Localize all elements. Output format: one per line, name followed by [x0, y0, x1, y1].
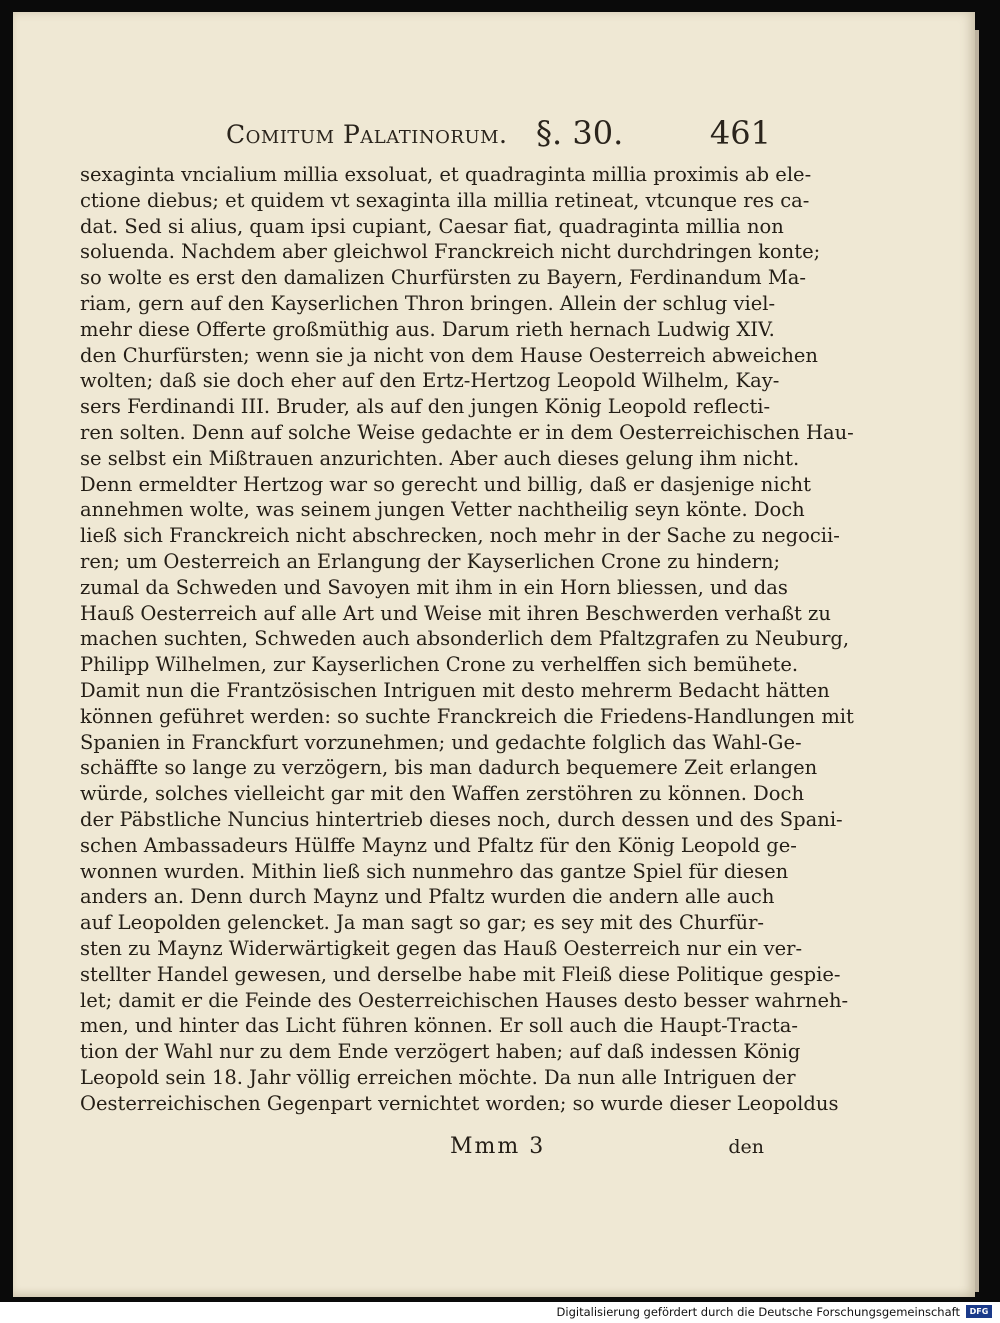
text-line: let; damit er die Feinde des Oesterreichischen Hauses desto besser wahrneh-	[80, 988, 849, 1012]
text-line: wolten; daß sie doch eher auf den Ertz-Hertzog Leopold Wilhelm, Kay-	[80, 369, 780, 393]
text-line: schäffte so lange zu verzögern, bis man dadurch bequemere Zeit erlangen	[80, 756, 818, 780]
page-number: 461	[709, 114, 771, 152]
text-line: zumal da Schweden und Savoyen mit ihm in ein Horn bliessen, und das	[80, 575, 788, 599]
text-line: ren solten. Denn auf solche Weise gedachte er in dem Oesterreichischen Hau-	[80, 420, 854, 444]
text-line: stellter Handel gewesen, und derselbe habe mit Fleiß diese Politique gespie-	[80, 962, 841, 986]
credit-bar	[0, 1302, 1000, 1323]
running-title: Comitum Palatinorum.	[226, 120, 508, 149]
page-edge	[975, 30, 979, 1292]
text-line: Spanien in Franckfurt vorzunehmen; und gedachte folglich das Wahl-Ge-	[80, 730, 802, 754]
catchword: den	[728, 1136, 764, 1158]
text-line: men, und hinter das Licht führen können. Er soll auch die Haupt-Tracta-	[80, 1014, 798, 1038]
text-line: riam, gern auf den Kayserlichen Thron bringen. Allein der schlug viel-	[80, 291, 776, 315]
text-line: schen Ambassadeurs Hülffe Maynz und Pfaltz für den König Leopold ge-	[80, 833, 797, 857]
text-line: ctione diebus; et quidem vt sexaginta illa millia retineat, vtcunque res ca-	[80, 188, 810, 212]
text-line: Denn ermeldter Hertzog war so gerecht und billig, daß er dasjenige nicht	[80, 472, 811, 496]
text-line: tion der Wahl nur zu dem Ende verzögert haben; auf daß indessen König	[80, 1040, 801, 1064]
text-line: können geführet werden: so suchte Franckreich die Friedens-Handlungen mit	[80, 704, 854, 728]
text-line: machen suchten, Schweden auch absonderlich dem Pfaltzgrafen zu Neuburg,	[80, 627, 850, 651]
text-line: soluenda. Nachdem aber gleichwol Franckreich nicht durchdringen konte;	[80, 240, 821, 264]
text-line: wonnen wurden. Mithin ließ sich nunmehro das gantze Spiel für diesen	[80, 859, 789, 883]
text-line: so wolte es erst den damalizen Churfürsten zu Bayern, Ferdinandum Ma-	[80, 266, 807, 290]
text-line: ließ sich Franckreich nicht abschrecken, noch mehr in der Sache zu negocii-	[80, 524, 840, 548]
text-line: auf Leopolden gelencket. Ja man sagt so gar; es sey mit des Churfür-	[80, 911, 764, 935]
text-line: den Churfürsten; wenn sie ja nicht von dem Hause Oesterreich abweichen	[80, 343, 818, 367]
text-line: anders an. Denn durch Maynz und Pfaltz wurden die andern alle auch	[80, 885, 775, 909]
text-line: Oesterreichischen Gegenpart vernichtet worden; so wurde dieser Leopoldus	[80, 1091, 839, 1115]
text-line: Leopold sein 18. Jahr völlig erreichen möchte. Da nun alle Intriguen der	[80, 1065, 796, 1089]
signature-mark: Mmm 3	[450, 1134, 546, 1159]
body-text	[80, 162, 854, 1116]
page-footer	[80, 1130, 764, 1166]
section-number: §. 30.	[536, 114, 624, 152]
digitization-credit: Digitalisierung gefördert durch die Deutsche Forschungsgemeinschaft	[556, 1305, 960, 1319]
text-line: würde, solches vielleicht gar mit den Waffen zerstöhren zu können. Doch	[80, 782, 805, 806]
text-line: Hauß Oesterreich auf alle Art und Weise mit ihren Beschwerden verhaßt zu	[80, 601, 831, 625]
text-line: Damit nun die Frantzösischen Intriguen mit desto mehrerm Bedacht hätten	[80, 678, 830, 702]
text-line: sers Ferdinandi III. Bruder, als auf den jungen König Leopold reflecti-	[80, 395, 771, 419]
dfg-logo[interactable]: DFG	[966, 1305, 992, 1318]
text-line: se selbst ein Mißtrauen anzurichten. Aber auch dieses gelung ihm nicht.	[80, 446, 800, 470]
page-header	[226, 110, 771, 154]
text-line: der Päbstliche Nuncius hintertrieb dieses noch, durch dessen und des Spani-	[80, 807, 843, 831]
text-line: sexaginta vncialium millia exsoluat, et quadraginta millia proximis ab ele-	[80, 163, 812, 186]
text-line: ren; um Oesterreich an Erlangung der Kayserlichen Crone zu hindern;	[80, 549, 781, 573]
text-line: sten zu Maynz Widerwärtigkeit gegen das Hauß Oesterreich nur ein ver-	[80, 936, 803, 960]
text-line: mehr diese Offerte großmüthig aus. Darum rieth hernach Ludwig XIV.	[80, 317, 775, 341]
text-line: annehmen wolte, was seinem jungen Vetter nachtheilig seyn könte. Doch	[80, 498, 805, 522]
text-line: Philipp Wilhelmen, zur Kayserlichen Crone zu verhelffen sich bemühete.	[80, 653, 799, 677]
text-line: dat. Sed si alius, quam ipsi cupiant, Caesar fiat, quadraginta millia non	[80, 214, 784, 238]
